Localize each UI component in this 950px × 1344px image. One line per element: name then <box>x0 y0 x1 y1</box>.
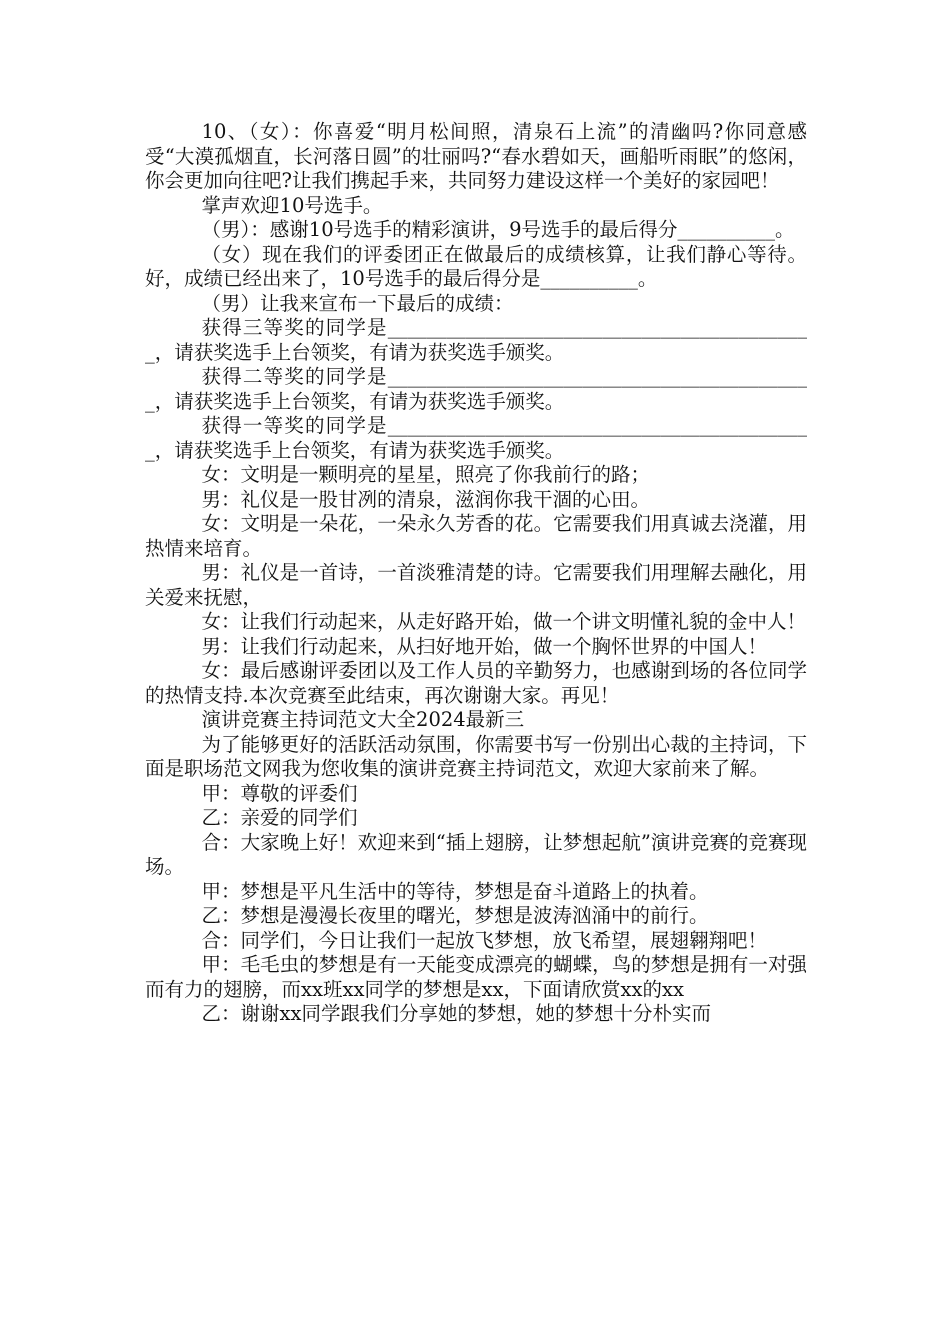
paragraph-13: 女：让我们行动起来，从走好路开始，做一个讲文明懂礼貌的金中人！ <box>201 610 807 633</box>
paragraph-20: 合：大家晚上好！欢迎来到“插上翅膀，让梦想起航”演讲竞赛的竞赛现场。 <box>145 830 807 878</box>
document-page <box>145 120 807 1027</box>
paragraph-17: 为了能够更好的活跃活动氛围，你需要书写一份别出心裁的主持词，下面是职场范文网我为您收集的演讲竞赛主持词范文，欢迎大家前来了解。 <box>145 732 807 780</box>
paragraph-15: 女：最后感谢评委团以及工作人员的辛勤努力，也感谢到场的各位同学的热情支持.本次竞赛至此结束，再次谢谢大家。再见！ <box>145 659 807 707</box>
paragraph-22: 乙：梦想是漫漫长夜里的曙光，梦想是波涛汹涌中的前行。 <box>201 904 709 927</box>
paragraph-24: 甲：毛毛虫的梦想是有一天能变成漂亮的蝴蝶，鸟的梦想是拥有一对强而有力的翅膀，而xx班xx同学的梦想是xx，下面请欣赏xx的xx <box>145 953 807 1001</box>
paragraph-3: （男）：感谢10号选手的精彩演讲，9号选手的最后得分__________。 <box>201 218 795 241</box>
paragraph-12: 男：礼仪是一首诗，一首淡雅清楚的诗。它需要我们用理解去融化，用关爱来抚慰， <box>145 561 807 609</box>
paragraph-2: 掌声欢迎10号选手。 <box>201 193 383 217</box>
paragraph-5: （男）让我来宣布一下最后的成绩： <box>201 291 514 315</box>
paragraph-4: （女）现在我们的评委团正在做最后的成绩核算，让我们静心等待。好，成绩已经出来了，10号选手的最后得分是__________。 <box>145 242 807 290</box>
paragraph-11: 女：文明是一朵花，一朵永久芳香的花。它需要我们用真诚去浇灌，用热情来培育。 <box>145 512 807 560</box>
paragraph-9: 女：文明是一颗明亮的星星，照亮了你我前行的路； <box>201 463 651 486</box>
paragraph-7: 获得二等奖的同学是____________________________________________，请获奖选手上台领奖，有请为获奖选手颁奖。 <box>145 365 807 413</box>
paragraph-6: 获得三等奖的同学是____________________________________________，请获奖选手上台领奖，有请为获奖选手颁奖。 <box>145 316 807 364</box>
paragraph-1: 10、（女）：你喜爱“明月松间照，清泉石上流”的清幽吗?你同意感受“大漠孤烟直，长河落日圆”的壮丽吗?“春水碧如天，画船听雨眠”的悠闲，你会更加向往吧?让我们携起手来，共同努力建设这样一个美好的家园吧！ <box>145 120 807 192</box>
paragraph-19: 乙：亲爱的同学们 <box>201 806 358 829</box>
paragraph-21: 甲：梦想是平凡生活中的等待，梦想是奋斗道路上的执着。 <box>201 879 709 903</box>
paragraph-23: 合：同学们，今日让我们一起放飞梦想，放飞希望，展翅翱翔吧！ <box>201 928 768 952</box>
paragraph-10: 男：礼仪是一股甘冽的清泉，滋润你我干涸的心田。 <box>201 487 651 511</box>
paragraph-18: 甲：尊敬的评委们 <box>201 781 358 805</box>
section-heading: 演讲竞赛主持词范文大全2024最新三 <box>201 708 525 731</box>
paragraph-14: 男：让我们行动起来，从扫好地开始，做一个胸怀世界的中国人！ <box>201 634 768 658</box>
paragraph-8: 获得一等奖的同学是____________________________________________，请获奖选手上台领奖，有请为获奖选手颁奖。 <box>145 414 807 462</box>
paragraph-25: 乙：谢谢xx同学跟我们分享她的梦想，她的梦想十分朴实而 <box>201 1002 712 1025</box>
